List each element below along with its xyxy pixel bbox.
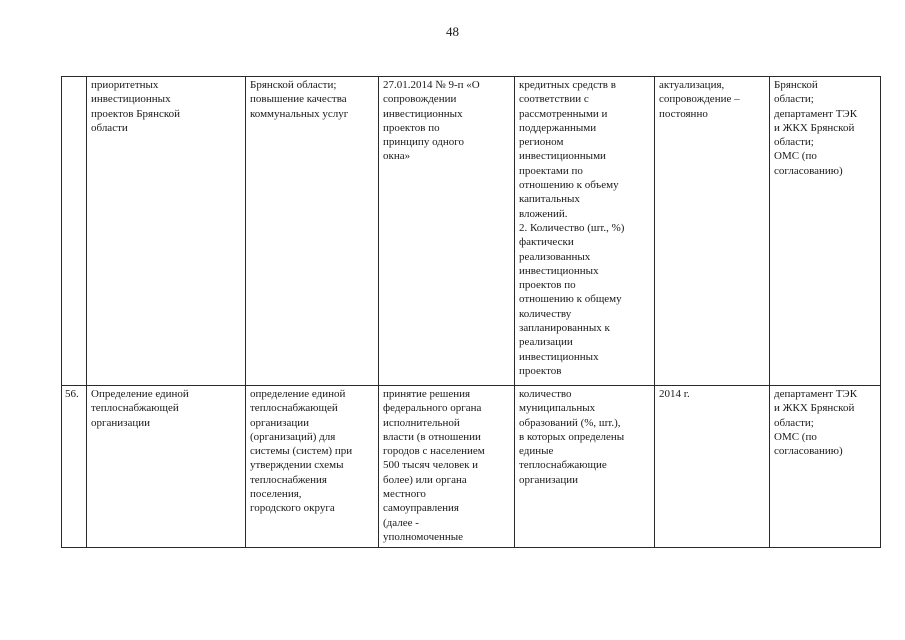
- cell-text-line: поддержанными: [519, 121, 597, 134]
- cell-text-line: 500 тысяч человек и: [383, 459, 479, 472]
- cell-text-line: исполнительной: [383, 416, 460, 429]
- cell-text-line: инвестиционных: [519, 264, 599, 277]
- page-number: 48: [446, 24, 459, 39]
- cell-text-line: теплоснабжающей: [250, 402, 338, 415]
- cell-text-line: местного: [383, 488, 426, 501]
- row-number-cell: 56.: [62, 386, 87, 548]
- cell-text-line: организации: [250, 416, 310, 429]
- cell-text-line: принятие решения: [383, 388, 471, 400]
- cell-text-line: количество: [519, 388, 572, 400]
- cell-text-line: 2. Количество (шт., %): [519, 221, 625, 234]
- cell-text-line: 27.01.2014 № 9-п «О: [383, 79, 480, 91]
- cell-text-line: области;: [774, 136, 814, 149]
- cell-text-line: инвестиционных: [91, 93, 171, 106]
- cell-text-line: количеству: [519, 307, 572, 320]
- cell-text-line: самоуправления: [383, 502, 459, 515]
- cell-text-line: 2014 г.: [659, 388, 690, 400]
- cell-text-line: в которых определены: [519, 430, 625, 443]
- measure-name-cell: [87, 386, 246, 548]
- cell-text-line: департамент ТЭК: [774, 388, 858, 400]
- measure-content-cell: [246, 77, 379, 386]
- cell-text-line: отношению к общему: [519, 293, 622, 306]
- cell-text-line: капитальных: [519, 193, 580, 206]
- cell-text-line: муниципальных: [519, 402, 596, 415]
- cell-text-line: организации: [519, 473, 579, 486]
- cell-text-line: вложений.: [519, 207, 568, 220]
- cell-text-line: теплоснабжающей: [91, 402, 179, 415]
- cell-text-line: городов с населением: [383, 445, 485, 458]
- cell-text-line: (организаций) для: [250, 430, 336, 443]
- cell-text-line: определение единой: [250, 388, 346, 400]
- cell-text-line: кредитных средств в: [519, 79, 616, 91]
- cell-text-line: теплоснабжающие: [519, 459, 607, 472]
- deadline-cell: [655, 386, 770, 548]
- cell-text-line: системы (систем) при: [250, 445, 353, 458]
- cell-text-line: актуализация,: [659, 79, 725, 91]
- responsible-cell: [770, 386, 881, 548]
- cell-text-line: ОМС (по: [774, 430, 817, 443]
- cell-text-line: области;: [774, 416, 814, 429]
- cell-text-line: инвестиционных: [383, 107, 463, 120]
- cell-text-line: отношению к объему: [519, 179, 619, 192]
- cell-text-line: ОМС (по: [774, 150, 817, 163]
- cell-text-line: рассмотренными и: [519, 107, 608, 120]
- cell-text-line: запланированных к: [519, 322, 610, 335]
- table-row: [62, 386, 881, 548]
- cell-text-line: и ЖКХ Брянской: [774, 121, 855, 134]
- cell-text-line: утверждении схемы: [250, 459, 344, 472]
- cell-text-line: фактически: [519, 236, 574, 249]
- cell-text-line: проектами по: [519, 164, 583, 177]
- measures-table: [61, 76, 881, 548]
- cell-text-line: организации: [91, 416, 151, 429]
- cell-text-line: проектов по: [519, 279, 576, 292]
- cell-text-line: приоритетных: [91, 79, 159, 91]
- table-row: [62, 77, 881, 386]
- measure-name-cell: [87, 77, 246, 386]
- cell-text-line: принципу одного: [383, 136, 464, 149]
- normative-act-cell: [379, 386, 515, 548]
- cell-text-line: уполномоченные: [383, 530, 464, 543]
- row-number-cell: [62, 77, 87, 386]
- cell-text-line: проектов Брянской: [91, 107, 181, 120]
- cell-text-line: сопровождении: [383, 93, 457, 106]
- cell-text-line: коммунальных услуг: [250, 107, 349, 120]
- indicator-cell: [515, 386, 655, 548]
- cell-text-line: проектов: [519, 364, 562, 377]
- cell-text-line: повышение качества: [250, 93, 347, 106]
- cell-text-line: согласованию): [774, 164, 843, 177]
- cell-text-line: реализации: [519, 336, 573, 349]
- cell-text-line: Брянской области;: [250, 79, 337, 91]
- cell-text-line: сопровождение –: [659, 93, 740, 106]
- deadline-cell: [655, 77, 770, 386]
- cell-text-line: единые: [519, 445, 554, 458]
- measure-content-cell: [246, 386, 379, 548]
- cell-text-line: постоянно: [659, 107, 708, 120]
- cell-text-line: соответствии с: [519, 93, 589, 106]
- cell-text-line: поселения,: [250, 488, 302, 501]
- cell-text-line: образований (%, шт.),: [519, 416, 621, 429]
- cell-text-line: теплоснабжения: [250, 473, 327, 486]
- cell-text-line: регионом: [519, 136, 564, 149]
- cell-text-line: области: [91, 121, 128, 134]
- cell-text-line: департамент ТЭК: [774, 107, 858, 120]
- indicator-cell: [515, 77, 655, 386]
- cell-text-line: и ЖКХ Брянской: [774, 402, 855, 415]
- responsible-cell: [770, 77, 881, 386]
- cell-text-line: федерального органа: [383, 402, 482, 415]
- cell-text-line: проектов по: [383, 121, 440, 134]
- cell-text-line: согласованию): [774, 445, 843, 458]
- cell-text-line: окна»: [383, 150, 411, 163]
- cell-text-line: (далее -: [383, 516, 419, 529]
- cell-text-line: области;: [774, 93, 814, 106]
- cell-text-line: реализованных: [519, 250, 591, 263]
- normative-act-cell: [379, 77, 515, 386]
- cell-text-line: Определение единой: [91, 388, 189, 400]
- cell-text-line: инвестиционными: [519, 150, 606, 163]
- cell-text-line: городского округа: [250, 502, 335, 515]
- cell-text-line: инвестиционных: [519, 350, 599, 363]
- cell-text-line: более) или органа: [383, 473, 467, 486]
- cell-text-line: власти (в отношении: [383, 430, 481, 443]
- cell-text-line: Брянской: [774, 79, 818, 91]
